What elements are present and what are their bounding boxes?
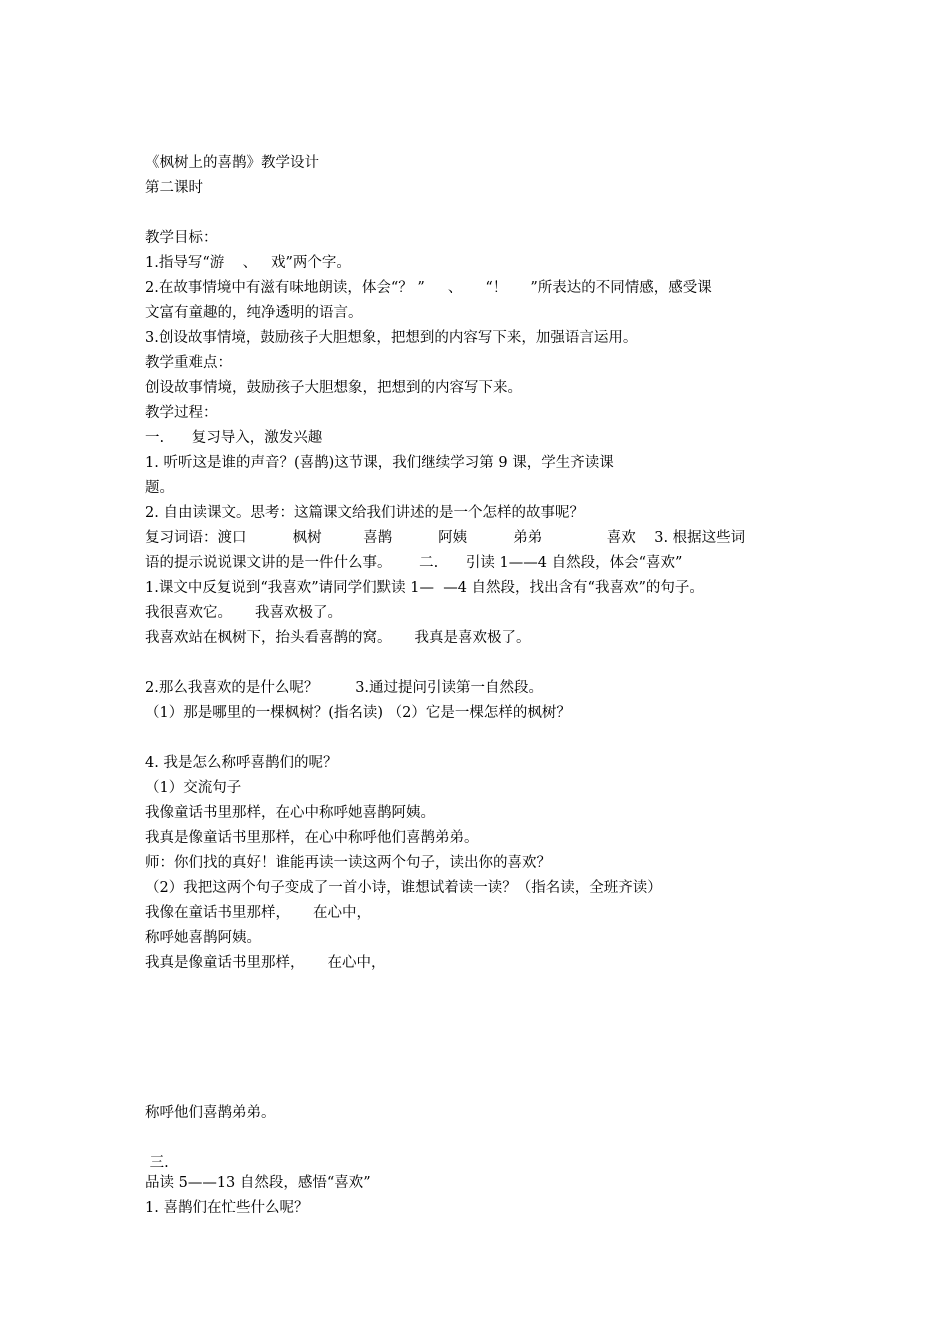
section-1-title: 一. 复习导入，激发兴趣 xyxy=(145,430,323,446)
section-2-para-4: 4. 我是怎么称呼喜鹊们的呢？ xyxy=(145,755,338,771)
goal-2-line-1: 2.在故事情境中有滋有味地朗读，体会“？ ” 、 “！ ”所表达的不同情感，感受课 xyxy=(145,280,712,296)
key-text: 创设故事情境，鼓励孩子大胆想象，把想到的内容写下来。 xyxy=(145,380,522,396)
process-heading: 教学过程： xyxy=(145,405,218,421)
section-2-para-3: （1）那是哪里的一棵枫树？(指名读) （2）它是一棵怎样的枫树？ xyxy=(145,705,571,721)
section-2-sentence-1: 我像童话书里那样，在心中称呼她喜鹊阿姨。 xyxy=(145,805,435,821)
doc-title: 《枫树上的喜鹊》教学设计 xyxy=(145,155,319,171)
goal-1: 1.指导写“游 、 戏”两个字。 xyxy=(145,255,351,271)
review-words-line-2: 语的提示说说课文讲的是一件什么事。 二. 引读 1——4 自然段，体会“喜欢” xyxy=(145,555,683,571)
section-2-quote-2: 我喜欢站在枫树下，抬头看喜鹊的窝。 我真是喜欢极了。 xyxy=(145,630,531,646)
poem-line-1: 我像在童话书里那样， 在心中， xyxy=(145,905,372,921)
section-2-sentence-2: 我真是像童话书里那样，在心中称呼他们喜鹊弟弟。 xyxy=(145,830,479,846)
section-1-para-2: 2. 自由读课文。思考：这篇课文给我们讲述的是一个怎样的故事呢？ xyxy=(145,505,584,521)
lesson-label: 第二课时 xyxy=(145,180,203,196)
section-3-para-1: 1. 喜鹊们在忙些什么呢？ xyxy=(145,1200,309,1216)
section-2-para-4-1: （1）交流句子 xyxy=(145,780,242,796)
poem-line-3: 我真是像童话书里那样， 在心中， xyxy=(145,955,386,971)
section-3-title: 品读 5——13 自然段，感悟“喜欢” xyxy=(145,1175,371,1191)
section-1-para-1-line-2: 题。 xyxy=(145,480,174,496)
section-2-quote-1: 我很喜欢它。 我喜欢极了。 xyxy=(145,605,343,621)
section-2-para-1: 1.课文中反复说到“我喜欢”请同学们默读 1— —4 自然段，找出含有“我喜欢”的句子。 xyxy=(145,580,704,596)
section-1-para-1-line-1: 1. 听听这是谁的声音？(喜鹊)这节课，我们继续学习第 9 课，学生齐读课 xyxy=(145,455,614,471)
poem-line-4: 称呼他们喜鹊弟弟。 xyxy=(145,1105,276,1121)
key-heading: 教学重难点： xyxy=(145,355,232,371)
section-3-number: 三. xyxy=(145,1155,169,1171)
section-2-para-4-2: （2）我把这两个句子变成了一首小诗，谁想试着读一读？（指名读，全班齐读） xyxy=(145,880,662,896)
goal-2-line-2: 文富有童趣的，纯净透明的语言。 xyxy=(145,305,363,321)
section-2-para-2: 2.那么我喜欢的是什么呢？ 3.通过提问引读第一自然段。 xyxy=(145,680,544,696)
goals-heading: 教学目标： xyxy=(145,230,218,246)
poem-line-2: 称呼她喜鹊阿姨。 xyxy=(145,930,261,946)
review-words-line-1: 复习词语：渡口 枫树 喜鹊 阿姨 弟弟 喜欢 3. 根据这些词 xyxy=(145,530,746,546)
teacher-remark: 师：你们找的真好！谁能再读一读这两个句子，读出你的喜欢？ xyxy=(145,855,551,871)
goal-3: 3.创设故事情境，鼓励孩子大胆想象，把想到的内容写下来，加强语言运用。 xyxy=(145,330,638,346)
